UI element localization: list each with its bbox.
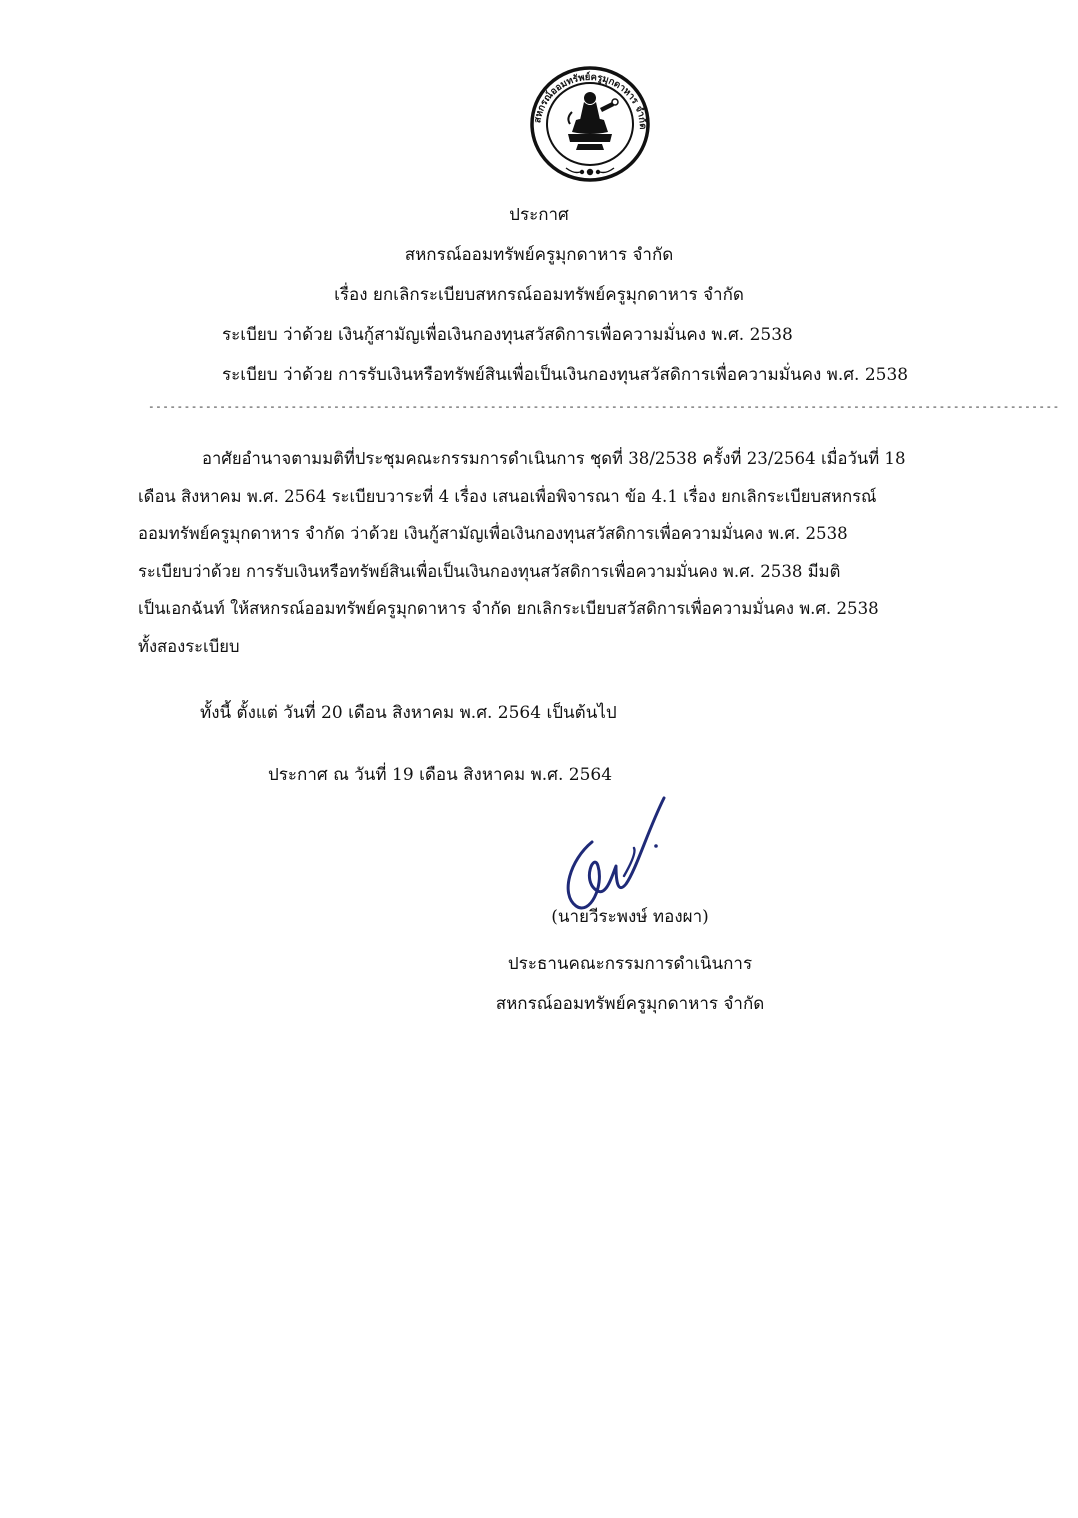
- announcement-subject: เรื่อง ยกเลิกระเบียบสหกรณ์ออมทรัพย์ครูมุกดาหาร จำกัด: [334, 285, 744, 305]
- svg-text:สหกรณ์ออมทรัพย์ครูมุกดาหาร จำก: สหกรณ์ออมทรัพย์ครูมุกดาหาร จำกัด: [532, 71, 649, 130]
- organization-name: สหกรณ์ออมทรัพย์ครูมุกดาหาร จำกัด: [404, 245, 674, 265]
- signatory-name: (นายวีระพงษ์ ทองผา): [551, 907, 709, 927]
- handwritten-signature: [552, 790, 678, 920]
- paragraph-line: ระเบียบว่าด้วย การรับเงินหรือทรัพย์สินเพื่อเป็นเงินกองทุนสวัสดิการเพื่อความมั่นคง พ.ศ. 2538 มีมติ: [138, 561, 841, 581]
- effective-date: ทั้งนี้ ตั้งแต่ วันที่ 20 เดือน สิงหาคม พ.ศ. 2564 เป็นต้นไป: [200, 703, 617, 723]
- resolution-paragraph: [138, 440, 962, 665]
- signatory-position: ประธานคณะกรรมการดำเนินการ: [507, 954, 753, 974]
- regulation-title-1: ระเบียบ ว่าด้วย เงินกู้สามัญเพื่อเงินกองทุนสวัสดิการเพื่อความมั่นคง พ.ศ. 2538: [222, 325, 793, 345]
- paragraph-line: เดือน สิงหาคม พ.ศ. 2564 ระเบียบวาระที่ 4 เรื่อง เสนอเพื่อพิจารณา ข้อ 4.1 เรื่อง ยกเลิกระเบียบสหกรณ์: [138, 486, 877, 506]
- paragraph-line: ออมทรัพย์ครูมุกดาหาร จำกัด ว่าด้วย เงินกู้สามัญเพื่อเงินกองทุนสวัสดิการเพื่อความมั่นคง พ.ศ. 2538: [138, 524, 848, 543]
- announcement-heading: ประกาศ: [509, 205, 569, 225]
- regulation-title-2: ระเบียบ ว่าด้วย การรับเงินหรือทรัพย์สินเพื่อเป็นเงินกองทุนสวัสดิการเพื่อความมั่นคง พ.ศ. 2538: [222, 365, 909, 385]
- cooperative-seal-logo: [526, 62, 654, 192]
- signature-icon: [552, 790, 678, 920]
- signatory-organization: สหกรณ์ออมทรัพย์ครูมุกดาหาร จำกัด: [495, 994, 765, 1014]
- paragraph-line: อาศัยอำนาจตามมติที่ประชุมคณะกรรมการดำเนินการ ชุดที่ 38/2538 ครั้งที่ 23/2564 เมื่อวันที่ 18: [202, 449, 906, 468]
- paragraph-line: ทั้งสองระเบียบ: [138, 636, 240, 656]
- announcement-date: ประกาศ ณ วันที่ 19 เดือน สิงหาคม พ.ศ. 2564: [268, 765, 613, 785]
- seal-emblem-icon: [526, 62, 654, 192]
- header-divider: --------------------------------------------------------------------------------------------------------------------------------: [148, 400, 1060, 413]
- paragraph-line: เป็นเอกฉันท์ ให้สหกรณ์ออมทรัพย์ครูมุกดาหาร จำกัด ยกเลิกระเบียบสวัสดิการเพื่อความมั่นคง พ.ศ. 2538: [138, 599, 879, 618]
